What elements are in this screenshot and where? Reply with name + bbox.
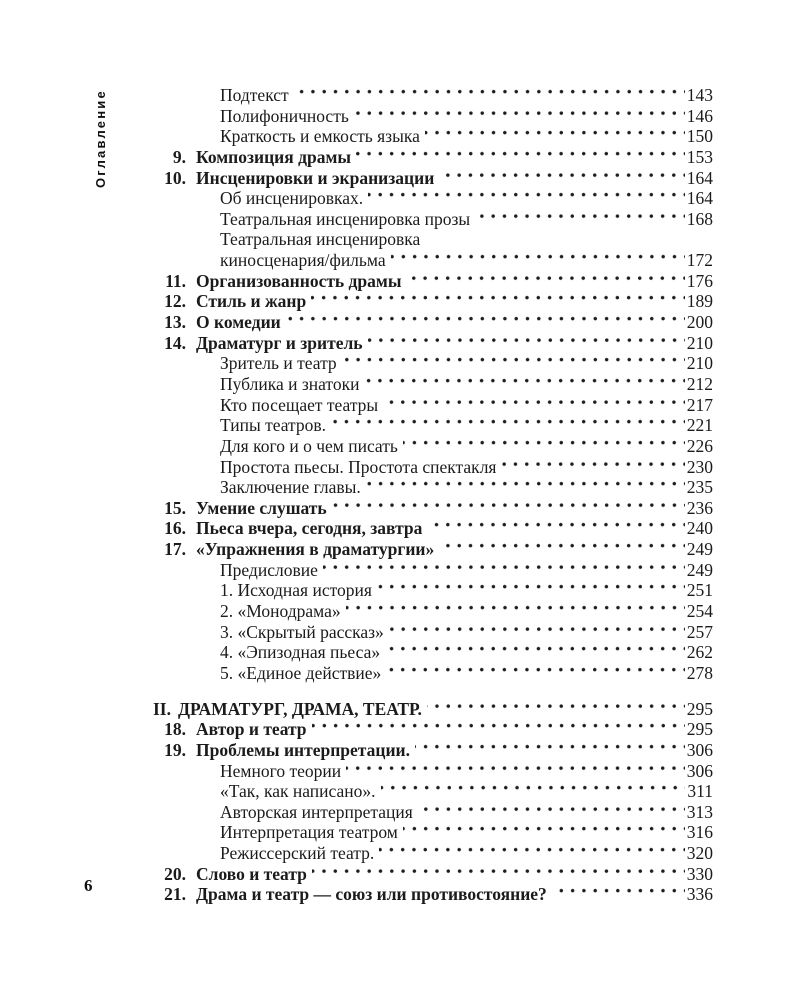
entry-number: 18. bbox=[164, 719, 186, 740]
entry-title: Публика и знатоки bbox=[220, 373, 360, 394]
entry-number: 12. bbox=[164, 291, 186, 312]
entry-page: 278 bbox=[686, 662, 713, 683]
dot-leader bbox=[391, 250, 685, 271]
entry-title: ДРАМАТУРГ, ДРАМА, ТЕАТР. bbox=[178, 698, 422, 719]
entry-title: Зритель и театр bbox=[220, 353, 337, 374]
entry-title: Проблемы интерпретации. bbox=[196, 739, 410, 760]
dot-leader bbox=[312, 719, 685, 740]
toc-entry bbox=[153, 106, 713, 127]
toc-entry bbox=[153, 250, 713, 271]
dot-leader bbox=[366, 477, 685, 498]
toc-entry bbox=[153, 822, 713, 843]
dot-leader bbox=[383, 395, 685, 416]
dot-leader bbox=[475, 209, 685, 230]
entry-page: 306 bbox=[686, 739, 713, 760]
toc-entry bbox=[153, 699, 713, 720]
dot-leader bbox=[346, 601, 685, 622]
toc-entry bbox=[153, 580, 713, 601]
entry-title: Предисловие bbox=[220, 559, 318, 580]
entry-title: Пьеса вчера, сегодня, завтра bbox=[196, 518, 423, 539]
entry-title: Стиль и жанр bbox=[196, 291, 307, 312]
dot-leader bbox=[385, 642, 685, 663]
running-head-vertical: Оглавление bbox=[93, 89, 108, 188]
toc-entry bbox=[153, 353, 713, 374]
entry-page: 146 bbox=[686, 105, 713, 126]
toc-entry bbox=[153, 802, 713, 823]
dot-leader bbox=[356, 147, 685, 168]
entry-number bbox=[153, 642, 210, 663]
entry-number: 13. bbox=[164, 312, 186, 333]
entry-number bbox=[153, 106, 210, 127]
toc-entry bbox=[153, 884, 713, 905]
entry-page: 150 bbox=[686, 126, 713, 147]
toc-entry bbox=[153, 781, 713, 802]
entry-number: 21. bbox=[164, 884, 186, 905]
entry-title: Режиссерский театр. bbox=[220, 843, 375, 864]
entry-page: 249 bbox=[686, 539, 713, 560]
entry-title: 4. «Эпизодная пьеса» bbox=[220, 642, 381, 663]
toc-entry bbox=[153, 126, 713, 147]
toc-entry bbox=[153, 843, 713, 864]
entry-number: 17. bbox=[164, 539, 186, 560]
toc-entry bbox=[153, 560, 713, 581]
entry-number: 15. bbox=[164, 497, 186, 518]
entry-title: Композиция драмы bbox=[196, 146, 352, 167]
entry-title: Драматург и зритель bbox=[196, 332, 363, 353]
entry-number bbox=[153, 843, 210, 864]
entry-page: 313 bbox=[686, 801, 713, 822]
dot-leader bbox=[427, 699, 685, 720]
toc-entry bbox=[153, 85, 713, 106]
entry-title: Типы театров. bbox=[220, 415, 327, 436]
entry-title: киносценария/фильма bbox=[220, 250, 386, 271]
dot-leader bbox=[311, 291, 685, 312]
toc-entry bbox=[153, 395, 713, 416]
entry-title: Театральная инсценировка bbox=[220, 229, 421, 250]
dot-leader bbox=[425, 126, 685, 147]
toc-entry bbox=[153, 229, 713, 250]
entry-number: 11. bbox=[165, 270, 186, 291]
entry-page: 176 bbox=[686, 270, 713, 291]
entry-page: 295 bbox=[686, 719, 713, 740]
toc-entry bbox=[153, 498, 713, 519]
entry-page: 262 bbox=[686, 642, 713, 663]
entry-number bbox=[153, 822, 210, 843]
entry-number bbox=[153, 477, 210, 498]
toc-entry bbox=[153, 740, 713, 761]
entry-title: Подтекст bbox=[220, 85, 289, 105]
dot-leader bbox=[406, 271, 684, 292]
entry-page: 164 bbox=[686, 188, 713, 209]
dot-leader bbox=[418, 802, 685, 823]
entry-title: Интерпретация театром bbox=[220, 822, 398, 843]
entry-title: 2. «Монодрама» bbox=[220, 601, 341, 622]
entry-number: 9. bbox=[172, 146, 186, 167]
toc-entry bbox=[153, 864, 713, 885]
entry-title: Организованность драмы bbox=[196, 270, 402, 291]
entry-page: 172 bbox=[686, 250, 713, 271]
entry-title: Инсценировки и экранизации bbox=[196, 167, 435, 188]
dot-leader bbox=[368, 188, 685, 209]
entry-title: Авторская интерпретация bbox=[220, 801, 413, 822]
entry-page: 249 bbox=[686, 559, 713, 580]
dot-leader bbox=[379, 843, 684, 864]
entry-number bbox=[153, 85, 210, 106]
dot-leader bbox=[364, 374, 684, 395]
folio-page-number: 6 bbox=[84, 876, 93, 895]
entry-title: 1. Исходная история bbox=[220, 580, 372, 601]
toc-entry bbox=[153, 436, 713, 457]
toc-entry bbox=[153, 477, 713, 498]
entry-title: О комедии bbox=[196, 312, 281, 333]
entry-page: 212 bbox=[686, 373, 713, 394]
dot-leader bbox=[332, 498, 685, 519]
entry-number bbox=[153, 802, 210, 823]
entry-title: Автор и театр bbox=[196, 719, 307, 740]
entry-number bbox=[153, 209, 210, 230]
dot-leader bbox=[403, 822, 685, 843]
entry-title: Простота пьесы. Простота спектакля bbox=[220, 456, 497, 477]
entry-page: 236 bbox=[686, 497, 713, 518]
toc-entry bbox=[153, 622, 713, 643]
toc-entry bbox=[153, 663, 713, 684]
entry-title: Об инсценировках. bbox=[220, 188, 364, 209]
dot-leader bbox=[501, 457, 684, 478]
entry-number bbox=[153, 374, 210, 395]
entry-number bbox=[153, 761, 210, 782]
toc-entry bbox=[153, 271, 713, 292]
entry-page: 217 bbox=[686, 394, 713, 415]
entry-number: 14. bbox=[164, 332, 186, 353]
entry-page: 254 bbox=[686, 601, 713, 622]
entry-page: 189 bbox=[686, 291, 713, 312]
dot-leader bbox=[439, 539, 685, 560]
entry-page: 320 bbox=[686, 843, 713, 864]
entry-number bbox=[153, 250, 210, 271]
entry-page: 168 bbox=[686, 208, 713, 229]
dot-leader bbox=[389, 622, 685, 643]
entry-page: 330 bbox=[686, 863, 713, 884]
toc-entry bbox=[153, 518, 713, 539]
toc-entry bbox=[153, 188, 713, 209]
dot-leader bbox=[552, 884, 685, 905]
dot-leader bbox=[312, 864, 685, 885]
entry-title: «Так, как написано». bbox=[220, 781, 376, 802]
dot-leader bbox=[368, 333, 685, 354]
entry-page: 226 bbox=[686, 435, 713, 456]
entry-page: 316 bbox=[686, 822, 713, 843]
toc-entry bbox=[153, 539, 713, 560]
entry-number bbox=[153, 601, 210, 622]
entry-title: «Упражнения в драматургии» bbox=[196, 539, 435, 560]
entry-page: 221 bbox=[686, 415, 713, 436]
entry-number bbox=[153, 415, 210, 436]
entry-page: 240 bbox=[686, 518, 713, 539]
entry-page: 210 bbox=[686, 332, 713, 353]
toc-entry bbox=[153, 719, 713, 740]
entry-page: 295 bbox=[686, 698, 713, 719]
toc-entry bbox=[153, 168, 713, 189]
entry-page: 143 bbox=[686, 85, 713, 105]
dot-leader bbox=[286, 312, 685, 333]
toc-entry bbox=[153, 601, 713, 622]
entry-page: 210 bbox=[686, 353, 713, 374]
entry-title: Полифоничность bbox=[220, 105, 349, 126]
entry-page: 257 bbox=[686, 621, 713, 642]
toc-entry bbox=[153, 374, 713, 395]
toc-entry bbox=[153, 209, 713, 230]
dot-leader bbox=[403, 436, 685, 457]
entry-page: 306 bbox=[686, 760, 713, 781]
toc-entry bbox=[153, 147, 713, 168]
entry-number bbox=[153, 560, 210, 581]
toc-entry bbox=[153, 312, 713, 333]
dot-leader bbox=[346, 761, 685, 782]
entry-number: 16. bbox=[164, 518, 186, 539]
entry-title: Заключение главы. bbox=[220, 477, 361, 498]
toc-entry bbox=[153, 642, 713, 663]
entry-title: Театральная инсценировка прозы bbox=[220, 208, 471, 229]
entry-number bbox=[153, 436, 210, 457]
entry-title: Умение слушать bbox=[196, 497, 327, 518]
entry-title: Слово и театр bbox=[196, 863, 307, 884]
entry-number bbox=[153, 188, 210, 209]
dot-leader bbox=[386, 663, 684, 684]
entry-page: 235 bbox=[686, 477, 713, 498]
dot-leader bbox=[381, 781, 686, 802]
entry-page: 153 bbox=[686, 146, 713, 167]
entry-page: 164 bbox=[686, 167, 713, 188]
dot-leader bbox=[415, 740, 685, 761]
entry-page: 311 bbox=[687, 781, 713, 802]
dot-leader bbox=[425, 229, 711, 250]
toc-entry bbox=[153, 333, 713, 354]
dot-leader bbox=[427, 518, 684, 539]
entry-number bbox=[153, 457, 210, 478]
entry-page: 200 bbox=[686, 312, 713, 333]
entry-number: 20. bbox=[164, 863, 186, 884]
entry-number bbox=[153, 580, 210, 601]
dot-leader bbox=[354, 106, 685, 127]
dot-leader bbox=[377, 580, 685, 601]
entry-title: Драма и театр — союз или противостояние? bbox=[196, 884, 547, 905]
toc-entry bbox=[153, 457, 713, 478]
entry-number: 10. bbox=[164, 167, 186, 188]
dot-leader bbox=[323, 560, 685, 581]
entry-number: 19. bbox=[164, 739, 186, 760]
entry-page: 230 bbox=[686, 456, 713, 477]
entry-title: Краткость и емкость языка bbox=[220, 126, 420, 147]
dot-leader bbox=[331, 415, 685, 436]
entry-title: Немного теории bbox=[220, 760, 342, 781]
entry-number bbox=[153, 353, 210, 374]
toc-entry bbox=[153, 761, 713, 782]
dot-leader bbox=[294, 85, 685, 106]
entry-number bbox=[153, 622, 210, 643]
toc-entry bbox=[153, 291, 713, 312]
entry-title: Кто посещает театры bbox=[220, 394, 379, 415]
entry-number bbox=[153, 126, 210, 147]
dot-leader bbox=[342, 353, 685, 374]
entry-page: 336 bbox=[686, 884, 713, 905]
entry-number bbox=[153, 663, 210, 684]
toc-list bbox=[153, 85, 713, 905]
entry-title: Для кого и о чем писать bbox=[220, 435, 398, 456]
entry-number bbox=[153, 781, 210, 802]
entry-title: 3. «Скрытый рассказ» bbox=[220, 621, 384, 642]
entry-title: 5. «Единое действие» bbox=[220, 662, 382, 683]
entry-number: II. bbox=[153, 698, 171, 719]
toc-entry bbox=[153, 415, 713, 436]
dot-leader bbox=[439, 168, 684, 189]
entry-number bbox=[153, 395, 210, 416]
entry-page: 251 bbox=[686, 580, 713, 601]
entry-number bbox=[153, 229, 210, 250]
